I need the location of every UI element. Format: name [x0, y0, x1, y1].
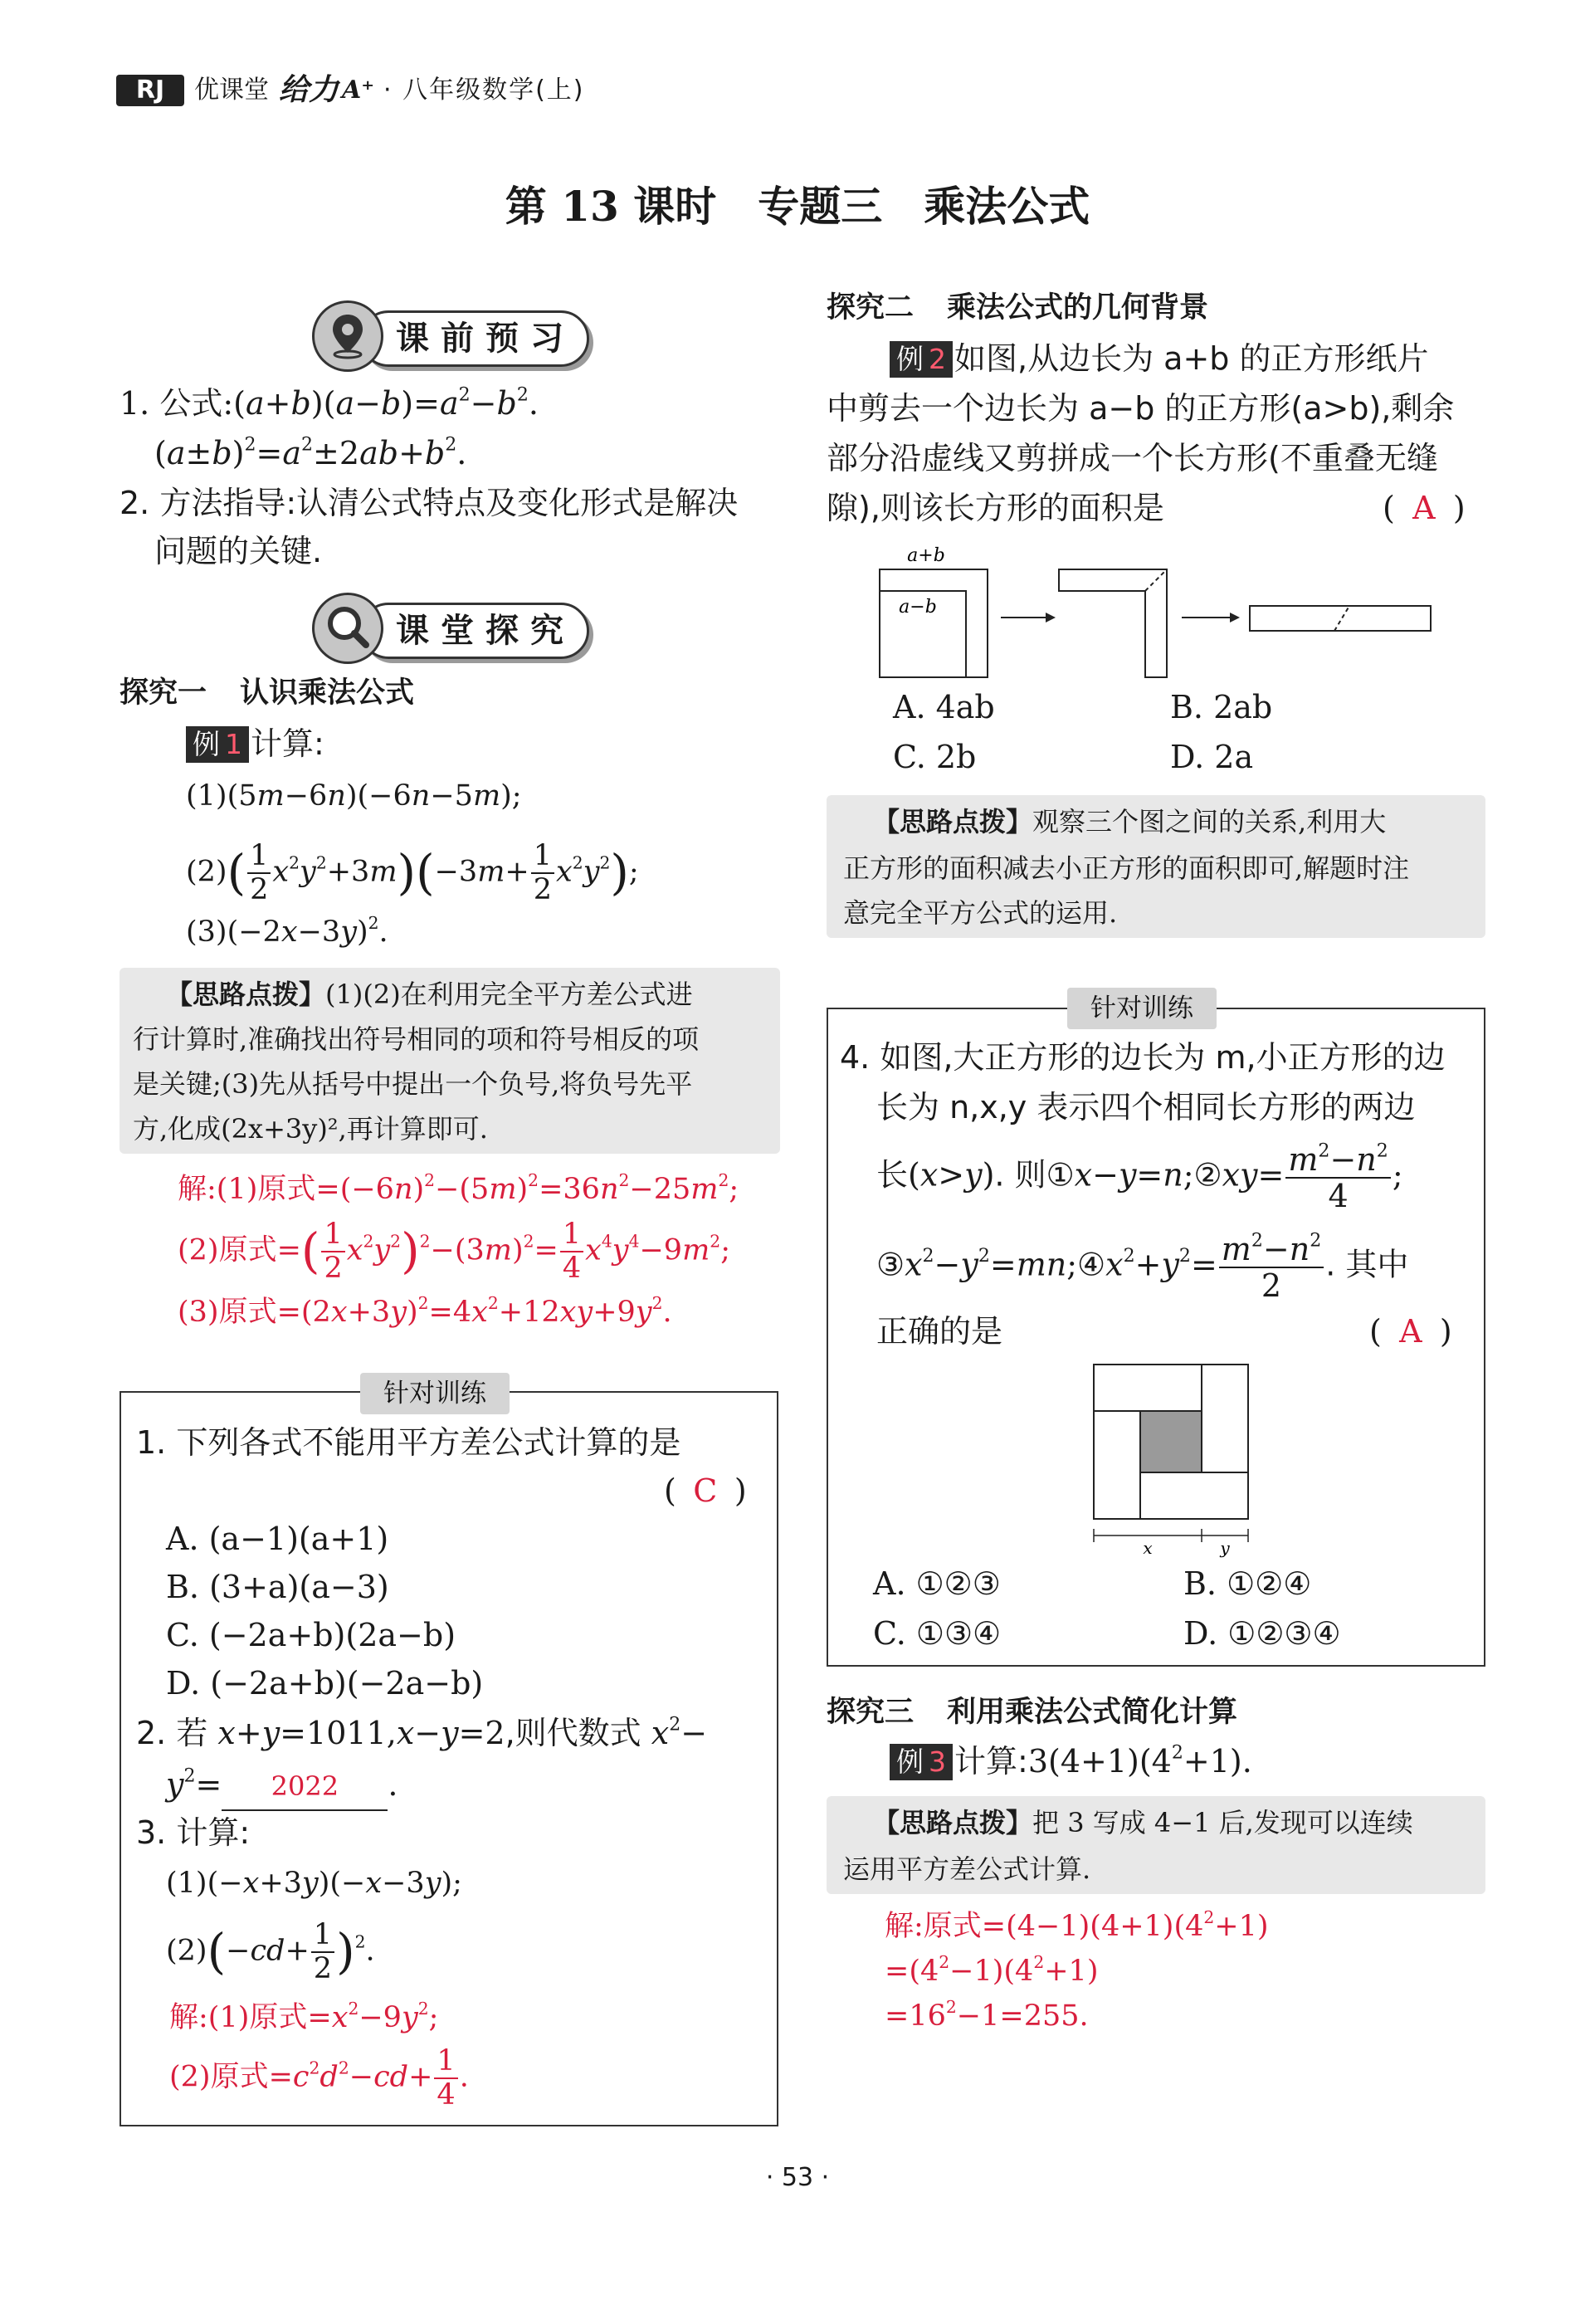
example-2-option-d: D. 2a	[1170, 739, 1254, 775]
example-2-answer: ( A )	[1383, 485, 1466, 531]
example-2-option-b: B. 2ab	[1170, 689, 1273, 725]
example-1-q2: (2)( $\frac{1}{2}$ $x^2y^2+3m)(-3m+$ $\frac{1}{2}$ $x^2y^2$);	[186, 839, 639, 906]
example-1-tip-line-1: 【思路点拨】(1)(2)在利用完全平方差公式进	[166, 979, 693, 1010]
training-2-q4-line-1: 4. 如图,大正方形的边长为 m,小正方形的边	[840, 1039, 1446, 1076]
example-2-tip-line-2: 正方形的面积减去小正方形的面积即可,解题时注	[843, 852, 1410, 884]
example-1-q3: $(3)(-2x-3y)^2$.	[186, 912, 388, 949]
training-2-q4-answer-value: A	[1399, 1313, 1422, 1350]
example-1-intro-text: 计算:	[251, 725, 324, 762]
explore-2-num: 探究二	[827, 291, 915, 325]
figure-label-inner: a−b	[899, 597, 937, 618]
training-1-solution-2: (2)原式$=c^2d^2-cd+$ $\frac{1}{4}$ .	[169, 2044, 469, 2112]
outer-square	[880, 569, 988, 677]
rect-top	[1094, 1365, 1202, 1411]
rect-bottom	[1140, 1472, 1248, 1519]
preview-badge-circle	[312, 300, 383, 372]
arrow-1-head	[1046, 613, 1056, 622]
classroom-badge	[312, 593, 586, 664]
training-1-q3-2: (2)(−cd+ $\frac{1}{2}$ )$^2$.	[166, 1918, 375, 1985]
example-3-solution-2: $=(4^2-1)(4^2+1)$	[885, 1951, 1099, 1988]
series-grade-mark: A⁺	[342, 76, 375, 105]
magnifier-icon	[315, 595, 381, 662]
training-2-option-d: D. ①②③④	[1183, 1615, 1341, 1652]
example-2-line-2: 中剪去一个边长为 a−b 的正方形(a>b),剩余	[827, 390, 1455, 427]
training-1-q3-1: (1)(−x+3y)(−x−3y);	[166, 1867, 462, 1900]
training-2-option-a: A. ①②③	[873, 1565, 1001, 1602]
figure-label-x: x	[1143, 1538, 1153, 1558]
example-3-tip-line-2: 运用平方差公式计算.	[843, 1853, 1091, 1885]
rect-left	[1094, 1411, 1140, 1519]
training-2-option-c: C. ①③④	[873, 1615, 1002, 1652]
training-1-q1-option-b: B. (3+a)(a−3)	[166, 1569, 389, 1605]
preview-item-2-cont: 问题的关键.	[154, 533, 323, 569]
training-1-q1-answer: ( C )	[664, 1467, 747, 1514]
example-1-tip-line-4: 方,化成(2x+3y)²,再计算即可.	[133, 1113, 488, 1145]
example-2-line-4: 隙),则该长方形的面积是	[827, 490, 1164, 526]
example-1-tip-line-2: 行计算时,准确找出符号相同的项和符号相反的项	[133, 1023, 700, 1055]
map-pin-icon	[315, 303, 381, 369]
example-1-intro	[186, 720, 324, 767]
classroom-badge-circle	[312, 593, 383, 664]
training-2-q4-line-4: $③x^2-y^2=mn;④x^2+y^2=$ $\frac{m^2-n^2}{2}$ . 其中	[876, 1230, 1409, 1304]
explore-3-num: 探究三	[827, 1696, 915, 1729]
training-2-q4-end: 正确的是	[876, 1313, 1003, 1350]
example-1-solution-2: (2)原式=( $\frac{1}{2}$ $x^2y^2)^2-(3m)^2=$ $\frac{1}{4}$ $x^4y^4-9m^2$;	[178, 1218, 730, 1285]
explore-3-title: 利用乘法公式简化计算	[947, 1696, 1238, 1729]
preview-badge	[312, 300, 586, 372]
example-2-tip-label: 【思路点拨】	[873, 806, 1033, 837]
training-1-q2: 2. 若 x+y=1011,x−y=2,则代数式 $x^2-$	[136, 1714, 708, 1751]
training-2-figure	[1079, 1361, 1278, 1560]
training-1-q1-option-d: D. (−2a+b)(−2a−b)	[166, 1665, 484, 1702]
rect-right	[1202, 1365, 1248, 1472]
training-1-q1-answer-value: C	[693, 1472, 718, 1509]
example-2-option-c: C. 2b	[893, 739, 977, 775]
example-3-line: 例 3 计算$:3(4+1)(4^2+1)$.	[890, 1738, 1252, 1784]
training-1-head: 针对训练	[360, 1373, 510, 1414]
classroom-badge-label: 课堂探究	[360, 603, 589, 659]
training-2-q4-line-2: 长为 n,x,y 表示四个相同长方形的两边	[876, 1089, 1416, 1125]
training-1-solution-1: 解:(1)原式$=x^2-9y^2$;	[169, 1998, 439, 2034]
preview-badge-label: 课前预习	[360, 310, 589, 367]
training-1-q1-option-c: C. (−2a+b)(2a−b)	[166, 1617, 456, 1653]
result-dashed-cut	[1334, 606, 1349, 631]
training-1-q2-cont: $y^2= 2022$ .	[166, 1761, 398, 1811]
figure-label-y: y	[1220, 1538, 1230, 1558]
figure-label-outer: a+b	[907, 545, 945, 566]
example-2-tag: 例 2	[890, 341, 953, 378]
series-brand-logo: 给力	[279, 72, 339, 107]
example-2-option-a: A. 4ab	[893, 689, 995, 725]
preview-formula-2: $(a\pm b)^2=a^2\pm 2ab+b^2$.	[154, 434, 467, 471]
page-title: 第 13 课时 专题三 乘法公式	[505, 182, 1090, 231]
example-1-solution-1: 解:(1)原式$=(-6n)^2-(5m)^2=36n^2-25m^2$;	[178, 1169, 739, 1206]
example-2-line-3: 部分沿虚线又剪拼成一个长方形(不重叠无缝	[827, 440, 1438, 476]
training-1-q1: 1. 下列各式不能用平方差公式计算的是	[136, 1424, 681, 1461]
training-1-q3: 3. 计算:	[136, 1814, 251, 1851]
example-3-tag: 例 3	[890, 1744, 953, 1780]
example-2-tip-line-3: 意完全平方公式的运用.	[843, 897, 1118, 929]
training-2-head: 针对训练	[1067, 988, 1217, 1029]
training-1-q2-answer: 2022	[271, 1770, 339, 1802]
example-1-solution-3: (3)原式$=(2x+3y)^2=4x^2+12xy+9y^2$.	[178, 1292, 672, 1329]
result-rectangle	[1250, 606, 1431, 631]
example-1-q1: (1)(5m−6n)(−6n−5m);	[186, 779, 522, 813]
explore-1-num: 探究一	[120, 676, 207, 710]
training-2-q4-answer: ( A )	[1369, 1308, 1452, 1355]
example-2-answer-value: A	[1412, 490, 1436, 526]
page-header	[116, 73, 697, 111]
example-1-solution-label: 解:	[178, 1173, 217, 1206]
example-3-solution-3: $=16^2-1=255$.	[885, 1996, 1089, 2033]
example-2-line-1: 例 2 如图,从边长为 a+b 的正方形纸片	[890, 335, 1429, 382]
training-2-option-b: B. ①②④	[1183, 1565, 1312, 1602]
preview-item-1-label: 1. 公式:	[120, 385, 234, 422]
book-title: · 八年级数学(上)	[383, 76, 585, 105]
preview-item-2: 2. 方法指导:认清公式特点及变化形式是解决	[120, 485, 739, 521]
training-2-q4-line-3: 长(x>y). 则①x−y=n;②xy= $\frac{m^2-n^2}{4}$ ;	[876, 1140, 1403, 1214]
small-square	[1140, 1411, 1202, 1472]
arrow-2-head	[1230, 613, 1240, 622]
example-2-figure	[863, 538, 1444, 679]
explore-1-heading	[120, 672, 414, 714]
training-1-q1-option-a: A. (a−1)(a+1)	[166, 1521, 389, 1557]
preview-item-1	[120, 380, 539, 427]
example-2-tip-line-1: 【思路点拨】观察三个图之间的关系,利用大	[873, 806, 1387, 837]
explore-3-heading	[827, 1692, 1237, 1733]
example-1-tip-line-3: 是关键;(3)先从括号中提出一个负号,将负号先平	[133, 1068, 693, 1100]
explore-2-heading	[827, 287, 1208, 329]
explore-2-title: 乘法公式的几何背景	[947, 291, 1209, 325]
l-shape-dashed-cut	[1145, 569, 1167, 591]
page-number: · 53 ·	[765, 2163, 830, 2192]
series-logo: RJ	[116, 75, 184, 106]
example-1-tag: 例 1	[186, 726, 249, 763]
preview-formula-1: $(a+b)(a-b)=a^2-b^2$.	[233, 384, 539, 422]
example-1-tip-label: 【思路点拨】	[166, 979, 326, 1010]
example-3-tip-label: 【思路点拨】	[873, 1807, 1033, 1838]
explore-1-title: 认识乘法公式	[240, 676, 415, 710]
series-name: 优课堂	[194, 76, 269, 105]
example-3-solution-1: 解:原式$=(4-1)(4+1)(4^2+1)$	[885, 1907, 1269, 1943]
example-3-tip-line-1: 【思路点拨】把 3 写成 4−1 后,发现可以连续	[873, 1807, 1413, 1838]
